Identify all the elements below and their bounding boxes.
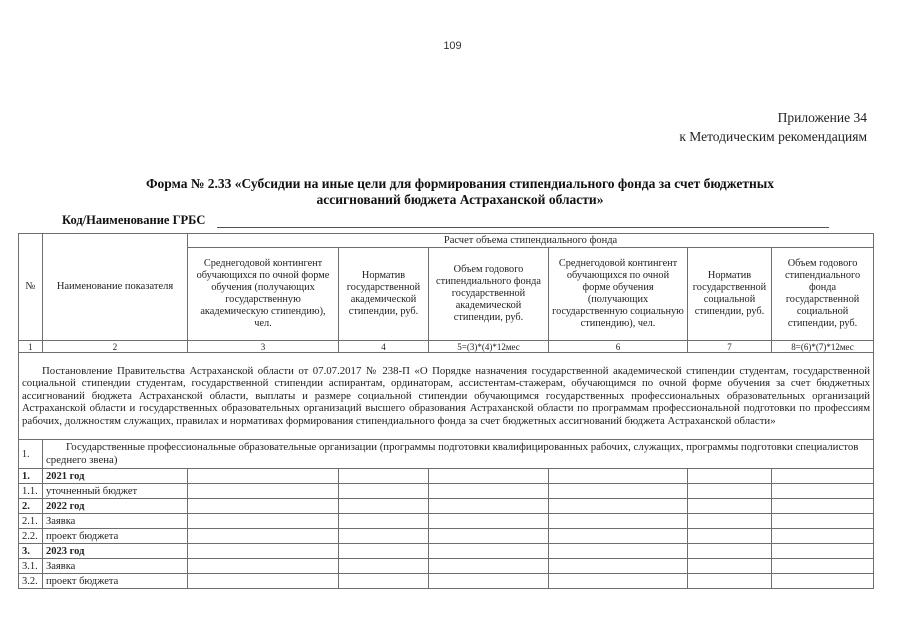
table-row xyxy=(19,574,874,589)
row-index: 2. xyxy=(19,499,43,514)
value-cell[interactable] xyxy=(688,514,772,529)
value-cell[interactable] xyxy=(549,499,688,514)
row-label: уточненный бюджет xyxy=(43,484,188,499)
row-label: Заявка xyxy=(43,559,188,574)
value-cell[interactable] xyxy=(339,499,429,514)
row-label: 2022 год xyxy=(43,499,188,514)
value-cell[interactable] xyxy=(339,469,429,484)
value-cell[interactable] xyxy=(429,514,549,529)
value-cell[interactable] xyxy=(688,559,772,574)
value-cell[interactable] xyxy=(339,484,429,499)
header-social-fund: Объем годового стипендиального фонда государственной социальной стипендии, руб. xyxy=(772,248,874,341)
value-cell[interactable] xyxy=(549,544,688,559)
value-cell[interactable] xyxy=(549,514,688,529)
value-cell[interactable] xyxy=(188,499,339,514)
value-cell[interactable] xyxy=(772,529,874,544)
row-index: 3. xyxy=(19,544,43,559)
value-cell[interactable] xyxy=(429,499,549,514)
value-cell[interactable] xyxy=(688,529,772,544)
value-cell[interactable] xyxy=(772,484,874,499)
value-cell[interactable] xyxy=(429,544,549,559)
column-number: 1 xyxy=(19,341,43,353)
header-social-norm: Норматив государственной социальной стипендии, руб. xyxy=(688,248,772,341)
header-number: № xyxy=(19,234,43,341)
value-cell[interactable] xyxy=(688,544,772,559)
value-cell[interactable] xyxy=(549,469,688,484)
form-title-line-2: ассигнований бюджета Астраханской области» xyxy=(316,192,604,207)
grbs-fill-line xyxy=(217,227,829,228)
header-academic-contingent: Среднегодовой контингент обучающихся по очной форме обучения (получающих государственную академическую стипендию), чел. xyxy=(188,248,339,341)
row-index: 2.1. xyxy=(19,514,43,529)
value-cell[interactable] xyxy=(772,469,874,484)
value-cell[interactable] xyxy=(188,514,339,529)
table-row xyxy=(19,469,874,484)
appendix-line-2: к Методическим рекомендациям xyxy=(679,129,867,144)
row-index: 1.1. xyxy=(19,484,43,499)
subsidy-form-table xyxy=(18,233,874,589)
value-cell[interactable] xyxy=(188,484,339,499)
value-cell[interactable] xyxy=(429,574,549,589)
value-cell[interactable] xyxy=(549,484,688,499)
column-number: 3 xyxy=(188,341,339,353)
table-row xyxy=(19,544,874,559)
row-index: 2.2. xyxy=(19,529,43,544)
resolution-row xyxy=(19,353,874,440)
table-row xyxy=(19,529,874,544)
header-academic-fund: Объем годового стипендиального фонда государственной академической стипендии, руб. xyxy=(429,248,549,341)
table-row xyxy=(19,514,874,529)
value-cell[interactable] xyxy=(429,484,549,499)
column-number: 5=(3)*(4)*12мес xyxy=(429,341,549,353)
row-label: 2023 год xyxy=(43,544,188,559)
value-cell[interactable] xyxy=(549,559,688,574)
column-number: 6 xyxy=(549,341,688,353)
section-index: 1. xyxy=(19,440,43,469)
row-label: проект бюджета xyxy=(43,529,188,544)
value-cell[interactable] xyxy=(772,559,874,574)
column-number: 7 xyxy=(688,341,772,353)
column-number: 8=(6)*(7)*12мес xyxy=(772,341,874,353)
value-cell[interactable] xyxy=(688,484,772,499)
column-number: 4 xyxy=(339,341,429,353)
row-index: 1. xyxy=(19,469,43,484)
value-cell[interactable] xyxy=(339,529,429,544)
value-cell[interactable] xyxy=(772,574,874,589)
column-number: 2 xyxy=(43,341,188,353)
value-cell[interactable] xyxy=(549,529,688,544)
value-cell[interactable] xyxy=(429,469,549,484)
section-text: Государственные профессиональные образовательные организации (программы подготовки квалифицированных рабочих, служащих, программы подготовки специалистов среднего звена) xyxy=(43,440,874,469)
header-academic-norm: Норматив государственной академической стипендии, руб. xyxy=(339,248,429,341)
value-cell[interactable] xyxy=(188,469,339,484)
form-title xyxy=(90,176,830,208)
appendix-line-1: Приложение 34 xyxy=(777,110,867,125)
value-cell[interactable] xyxy=(549,574,688,589)
value-cell[interactable] xyxy=(429,559,549,574)
value-cell[interactable] xyxy=(772,499,874,514)
resolution-text: Постановление Правительства Астраханской области от 07.07.2017 № 238-П «О Порядке назначения государственной академической стипендии студентам, государственной социальной стипендии студентам, государственной стипендии аспирантам, ординаторам, ассистентам-стажерам, обучающимся по очной форме обучения за счет бюджетных ассигнований бюджета Астраханской области, выплаты и размере социальной стипендии обучающимся государственных профессиональных образовательных организаций Астраханской области и государственных образовательных организаций высшего образования Астраханской области по программам профессиональной подготовки по профессиям рабочих, должностям служащих, правилах и нормативах формирования стипендиального фонда за счет бюджетных ассигнований бюджета Астраханской области» xyxy=(19,353,874,440)
value-cell[interactable] xyxy=(188,544,339,559)
value-cell[interactable] xyxy=(339,559,429,574)
value-cell[interactable] xyxy=(339,574,429,589)
section-row xyxy=(19,440,874,469)
value-cell[interactable] xyxy=(429,529,549,544)
value-cell[interactable] xyxy=(188,529,339,544)
grbs-label: Код/Наименование ГРБС xyxy=(62,213,206,227)
appendix-caption xyxy=(679,108,867,146)
form-title-line-1: Форма № 2.33 «Субсидии на иные цели для формирования стипендиального фонда за счет бюджетных xyxy=(145,176,775,191)
header-social-contingent: Среднегодовой контингент обучающихся по очной форме обучения (получающих государственную социальную стипендию), чел. xyxy=(549,248,688,341)
table-row xyxy=(19,484,874,499)
row-label: Заявка xyxy=(43,514,188,529)
value-cell[interactable] xyxy=(688,499,772,514)
page-number: 109 xyxy=(443,40,462,52)
header-indicator-name: Наименование показателя xyxy=(43,234,188,341)
value-cell[interactable] xyxy=(688,469,772,484)
value-cell[interactable] xyxy=(772,514,874,529)
value-cell[interactable] xyxy=(772,544,874,559)
value-cell[interactable] xyxy=(688,574,772,589)
row-label: 2021 год xyxy=(43,469,188,484)
table-row xyxy=(19,559,874,574)
value-cell[interactable] xyxy=(339,544,429,559)
table-row xyxy=(19,499,874,514)
value-cell[interactable] xyxy=(188,574,339,589)
column-numbers-row xyxy=(19,341,874,353)
header-fund-calculation: Расчет объема стипендиального фонда xyxy=(188,234,874,248)
value-cell[interactable] xyxy=(339,514,429,529)
row-index: 3.1. xyxy=(19,559,43,574)
row-index: 3.2. xyxy=(19,574,43,589)
value-cell[interactable] xyxy=(188,559,339,574)
row-label: проект бюджета xyxy=(43,574,188,589)
